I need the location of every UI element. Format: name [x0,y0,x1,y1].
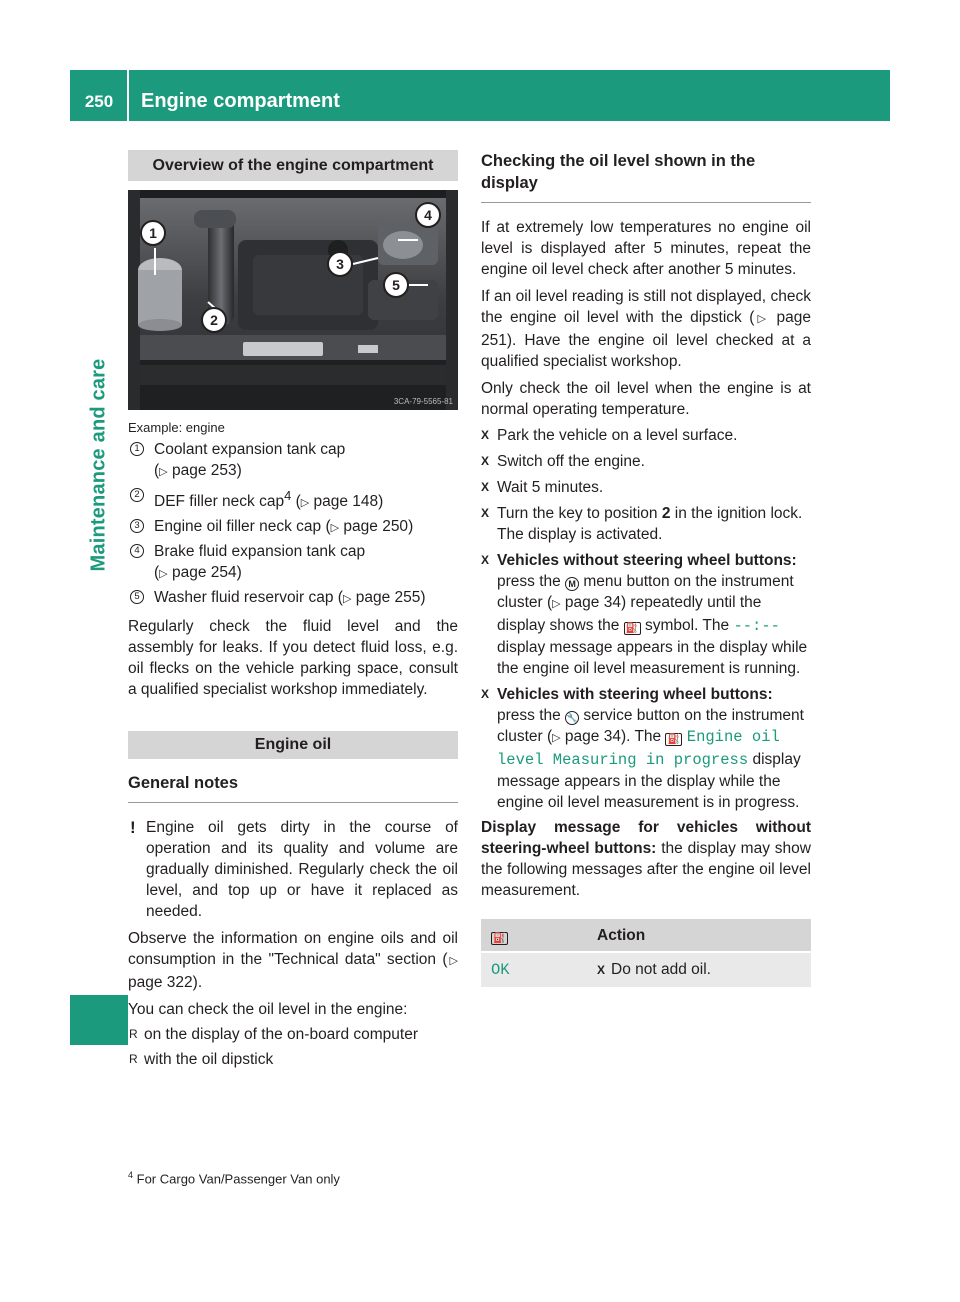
callout-5: 5 [392,277,400,293]
table-cell: X Do not add oil. [597,953,811,987]
action-table [481,919,811,987]
step-arrow-icon: X [481,480,490,494]
paragraph: If at extremely low temperatures no engine oil level is displayed after 5 minutes, repeat the engine oil level check after another 5 minutes. [481,219,811,278]
list-item: 4 Brake fluid expansion tank cap (▷ page 254) [128,541,458,585]
step: X Switch off the engine. [481,453,645,470]
callout-1: 1 [149,225,157,241]
page-ref-icon: ▷ [330,522,340,535]
table-cell: OK [481,953,597,987]
page-ref-icon: ▷ [342,593,352,606]
warning-icon: ! [130,818,136,838]
list-item: 3 Engine oil filler neck cap (▷ page 250) [128,516,458,539]
number-badge: 2 [130,488,144,502]
side-tab [70,225,128,705]
page-ref-icon: ▷ [447,955,459,968]
page-ref[interactable]: page 34 [564,594,621,611]
step-arrow-icon: X [481,454,490,468]
step-arrow-icon: X [481,428,490,442]
step-arrow-icon: X [481,687,490,701]
page-ref-icon: ▷ [159,568,168,581]
page-ref[interactable]: page 254 [171,564,237,582]
header-divider [127,70,129,121]
footnote: $^4$ For Cargo Van/Passenger Van only [128,1170,340,1187]
number-badge: 3 [130,519,144,533]
page-ref[interactable]: page 250 [343,518,409,536]
engine-oil-heading: Engine oil [128,731,458,759]
number-badge: 4 [130,544,144,558]
list-item: R with the oil dipstick [129,1051,274,1069]
step: X Vehicles without steering wheel buttons: press the M menu button on the instrument cluster (▷ page 34) repeatedly until the display shows the ⛽ symbol. The --:-- display message appears in the display while the engine oil level measurement is running. [481,552,808,677]
column-header: Action [597,919,811,953]
warning-note: ! Engine oil gets dirty in the course of operation and its quality and volume are gradually diminished. Regularly check the oil level, and top up or have it replaced as needed. [130,818,458,921]
side-tab-marker [70,995,128,1045]
list-item: R on the display of the on-board computer [129,1026,419,1044]
page-ref-icon: ▷ [552,598,561,610]
page-ref[interactable]: page 251 [481,309,811,349]
table-header [481,919,811,953]
image-caption: Example: engine [128,420,225,435]
callout-4: 4 [424,207,432,223]
callout-2: 2 [210,312,218,328]
footnote-ref[interactable]: 4 [284,488,292,503]
service-button-icon: 🔧 [566,713,578,723]
step: X Turn the key to position 2 in the ignition lock. The display is activated. [481,505,803,543]
page-ref[interactable]: page 255 [355,589,421,607]
left-column [128,150,458,1070]
list-item: 5 Washer fluid reservoir cap (▷ page 255) [128,587,458,610]
page-ref-icon: ▷ [552,732,561,744]
display-message-paragraph: Display message for vehicles without steering-wheel buttons: the display may show the following messages after the engine oil level measurement. [481,819,811,899]
list-item: 2 DEF filler neck cap$^4$ (▷ page 148) [128,485,458,514]
bullet-icon: R [129,1027,138,1042]
step-arrow-icon: X [481,506,490,520]
page-ref-icon: ▷ [754,313,770,325]
general-notes-heading: General notes [128,773,458,803]
page-number: 250 [84,92,114,111]
page-ref[interactable]: page 253 [171,462,237,479]
page-ref[interactable]: page 34 [564,728,621,745]
side-tab-label: Maintenance and care [87,358,110,572]
section-heading: Checking the oil level shown in the display [481,150,811,203]
engine-compartment-photo [128,190,458,410]
can-check-paragraph: You can check the oil level in the engine: [128,1001,408,1019]
page-ref-icon: ▷ [300,497,310,510]
right-column [481,150,811,987]
table-row [481,953,811,987]
observe-paragraph: Observe the information on engine oils and oil consumption in the "Technical data" section (▷ page 322). [128,930,459,992]
menu-button-icon: M [565,577,579,591]
page-ref[interactable]: page 322 [128,974,193,992]
step-arrow-icon: X [481,553,490,567]
regular-check-paragraph: Regularly check the fluid level and the assembly for leaks. If you detect fluid loss, e.g. oil flecks on the vehicle parking space, consult a qualified specialist workshop immediately. [128,618,458,699]
step-arrow-icon: X [597,963,606,977]
list-item: 1 Coolant expansion tank cap (▷ page 253) [128,439,458,483]
paragraph: Only check the oil level when the engine is at normal operating temperature. [481,380,811,418]
bullet-icon: R [129,1052,138,1067]
step: X Vehicles with steering wheel buttons: press the 🔧 service button on the instrument cluster (▷ page 34). The ⛽ Engine oil level Measuring in progress display message appears in the display while the engine oil level measurement is in progress. [481,686,804,811]
step: X Wait 5 minutes. [481,479,604,496]
callout-3: 3 [336,256,344,272]
image-code: 3CA-79-5565-81 [393,397,453,406]
display-message: Engine oil level Measuring in progress [497,728,780,769]
oil-can-icon: ⛽ [624,622,641,635]
number-badge: 1 [130,442,144,456]
overview-heading: Overview of the engine compartment [128,150,458,181]
oil-can-icon: ⛽ [665,733,682,746]
page-ref[interactable]: page 148 [313,493,379,511]
page-ref-icon: ▷ [159,466,168,478]
step: X Park the vehicle on a level surface. [481,427,738,444]
page-title: Engine compartment [141,90,340,112]
display-message: --:-- [733,617,780,635]
number-badge: 5 [130,590,144,604]
oil-can-icon: ⛽ [481,919,597,953]
paragraph: If an oil level reading is still not displayed, check the engine oil level with the dipstick (▷ page 251). Have the engine oil level checked at a qualified specialist workshop. [481,288,811,370]
